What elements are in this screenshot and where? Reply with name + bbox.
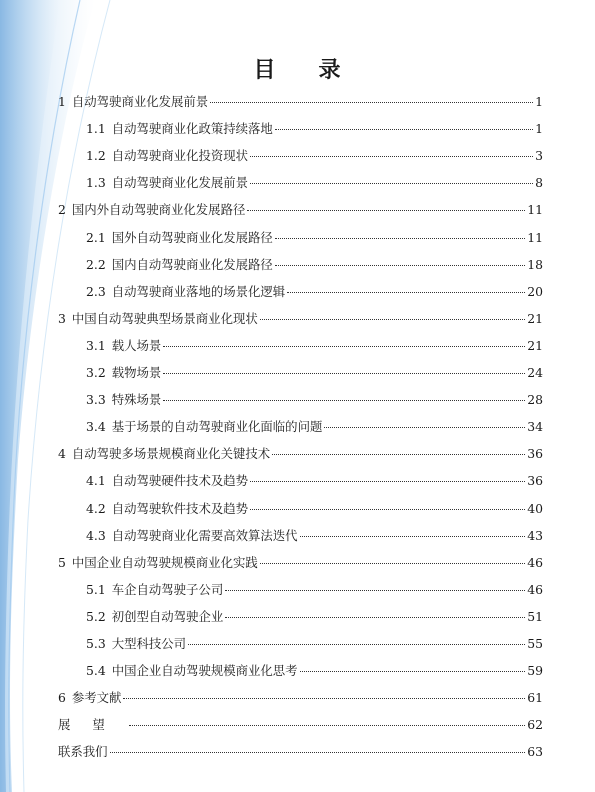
toc-entry-title: 中国企业自动驾驶规模商业化思考 (111, 663, 298, 679)
toc-entry-title: 自动驾驶多场景规模商业化关键技术 (71, 446, 271, 462)
toc-entry-page-number: 11 (527, 202, 543, 218)
toc-entry-title: 大型科技公司 (111, 636, 187, 651)
toc-entry-page-number: 36 (527, 473, 543, 489)
toc-entry-page-number: 43 (527, 527, 543, 543)
toc-entry-page-number: 36 (527, 446, 543, 462)
toc-entry-title: 自动驾驶商业化政策持续落地 (111, 121, 273, 137)
toc-entry-number: 3.3 (86, 392, 106, 408)
toc-entry[interactable] (86, 338, 543, 354)
toc-entry-title: 国外自动驾驶商业化发展路径 (111, 229, 273, 245)
toc-entry-title: 载物场景 (111, 365, 162, 380)
toc-entry-page-number: 28 (527, 392, 543, 408)
toc-entry[interactable] (86, 636, 543, 652)
toc-dot-leader (225, 617, 525, 618)
toc-entry[interactable] (86, 663, 543, 679)
toc-entry-page-number: 20 (527, 283, 543, 299)
toc-entry[interactable] (58, 446, 543, 462)
toc-dot-leader (129, 725, 525, 726)
toc-entry[interactable] (86, 257, 543, 273)
toc-entry-title: 载人场景 (111, 337, 162, 353)
toc-entry-title: 参考文献 (71, 690, 122, 706)
toc-entry-page-number: 34 (527, 419, 543, 435)
toc-dot-leader (188, 644, 525, 645)
toc-entry-page-number: 18 (527, 256, 543, 272)
toc-entry[interactable] (58, 744, 543, 760)
toc-dot-leader (250, 509, 525, 510)
toc-entry[interactable] (58, 717, 543, 733)
toc-entry-number: 6 (58, 690, 66, 706)
toc-entry-page-number: 1 (535, 121, 543, 137)
toc-entry[interactable] (86, 609, 543, 625)
toc-entry[interactable] (86, 148, 543, 164)
toc-entry-page-number: 51 (527, 608, 543, 624)
toc-entry-number: 4.3 (86, 527, 106, 543)
toc-dot-leader (250, 481, 525, 482)
toc-dot-leader (272, 454, 525, 455)
toc-entry-number: 1.1 (86, 121, 106, 137)
toc-entry-title: 车企自动驾驶子公司 (111, 581, 224, 597)
toc-entry-title: 国内外自动驾驶商业化发展路径 (71, 202, 246, 218)
toc-dot-leader (225, 590, 525, 591)
toc-dot-leader (275, 129, 533, 130)
toc-entry-number: 2.2 (86, 256, 106, 272)
toc-entry-title: 国内自动驾驶商业化发展路径 (111, 256, 273, 272)
toc-entry-title: 中国企业自动驾驶规模商业化实践 (71, 554, 258, 570)
toc-entry-title: 自动驾驶商业化投资现状 (111, 148, 249, 164)
toc-entry-page-number: 63 (527, 744, 543, 760)
toc-dot-leader (110, 752, 526, 753)
toc-entry[interactable] (58, 202, 543, 218)
toc-entry-page-number: 40 (527, 500, 543, 516)
toc-entry-number: 3.1 (86, 337, 106, 353)
toc-entry-page-number: 3 (535, 148, 543, 164)
toc-dot-leader (275, 265, 525, 266)
toc-dot-leader (163, 373, 525, 374)
toc-entry-number: 2.3 (86, 283, 106, 299)
toc-dot-leader (260, 319, 525, 320)
toc-entry-page-number: 21 (527, 337, 543, 353)
toc-entry-page-number: 59 (527, 663, 543, 679)
toc-entry-title: 自动驾驶硬件技术及趋势 (111, 473, 249, 489)
toc-entry-number: 4.1 (86, 473, 106, 489)
toc-entry-number: 1.2 (86, 148, 106, 164)
toc-entry[interactable] (86, 528, 543, 544)
toc-entry-number: 2.1 (86, 229, 106, 245)
toc-entry[interactable] (86, 230, 543, 246)
toc-entry[interactable] (86, 392, 543, 408)
toc-entry-title: 展望 (58, 717, 127, 733)
toc-entry-page-number: 55 (527, 636, 543, 651)
page-title (0, 53, 595, 84)
toc-entry-title: 初创型自动驾驶企业 (111, 608, 224, 624)
toc-entry[interactable] (86, 473, 543, 489)
toc-entry-number: 3.4 (86, 419, 106, 435)
toc-entry-page-number: 11 (527, 229, 543, 245)
toc-dot-leader (300, 671, 526, 672)
toc-entry-title: 联系我们 (58, 744, 108, 760)
toc-dot-leader (123, 698, 525, 699)
toc-entry-page-number: 21 (527, 310, 543, 326)
toc-dot-leader (324, 427, 525, 428)
toc-entry[interactable] (58, 94, 543, 110)
toc-entry[interactable] (86, 175, 543, 191)
toc-entry-number: 4 (58, 446, 66, 462)
toc-entry-title: 自动驾驶商业化发展前景 (71, 94, 209, 109)
toc-entry-page-number: 1 (535, 94, 543, 109)
toc-entry[interactable] (86, 501, 543, 517)
toc-entry-title: 中国自动驾驶典型场景商业化现状 (71, 310, 258, 326)
toc-entry[interactable] (86, 121, 543, 137)
toc-entry-page-number: 24 (527, 365, 543, 380)
toc-entry-title: 自动驾驶商业落地的场景化逻辑 (111, 283, 286, 299)
toc-entry[interactable] (86, 582, 543, 598)
toc-entry-page-number: 46 (527, 581, 543, 597)
toc-entry-number: 1.3 (86, 175, 106, 191)
toc-dot-leader (287, 292, 525, 293)
toc-entry-number: 2 (58, 202, 66, 218)
toc-entry-title: 自动驾驶商业化需要高效算法迭代 (111, 527, 298, 543)
toc-entry-number: 1 (58, 94, 66, 109)
toc-entry-number: 5.3 (86, 636, 106, 651)
toc-entry[interactable] (58, 311, 543, 327)
title-char-2: 录 (318, 58, 342, 83)
toc-dot-leader (275, 238, 525, 239)
toc-dot-leader (163, 346, 525, 347)
toc-entry-title: 特殊场景 (111, 392, 162, 408)
toc-entry-number: 4.2 (86, 500, 106, 516)
toc-entry-title: 自动驾驶软件技术及趋势 (111, 500, 249, 516)
toc-entry[interactable] (86, 419, 543, 435)
toc-entry[interactable] (86, 284, 543, 300)
toc-entry-page-number: 62 (527, 717, 543, 733)
toc-entry-number: 5.2 (86, 608, 106, 624)
toc-entry-title: 自动驾驶商业化发展前景 (111, 175, 249, 191)
toc-entry[interactable] (58, 555, 543, 571)
toc-entry-number: 5 (58, 554, 66, 570)
toc-entry-number: 3.2 (86, 365, 106, 380)
toc-dot-leader (163, 400, 525, 401)
toc-entry-page-number: 61 (527, 690, 543, 706)
title-char-1: 目 (253, 58, 277, 83)
toc-dot-leader (247, 210, 525, 211)
toc-entry[interactable] (86, 365, 543, 381)
toc-dot-leader (260, 563, 525, 564)
toc-entry-number: 5.4 (86, 663, 106, 679)
toc-dot-leader (250, 156, 533, 157)
toc-entry-title: 基于场景的自动驾驶商业化面临的问题 (111, 419, 323, 435)
toc-dot-leader (250, 183, 533, 184)
toc-entry-number: 5.1 (86, 581, 106, 597)
toc-dot-leader (210, 102, 533, 103)
toc-entry[interactable] (58, 690, 543, 706)
toc-entry-page-number: 8 (535, 175, 543, 191)
toc-entry-page-number: 46 (527, 554, 543, 570)
toc-entry-number: 3 (58, 310, 66, 326)
toc-dot-leader (300, 536, 526, 537)
